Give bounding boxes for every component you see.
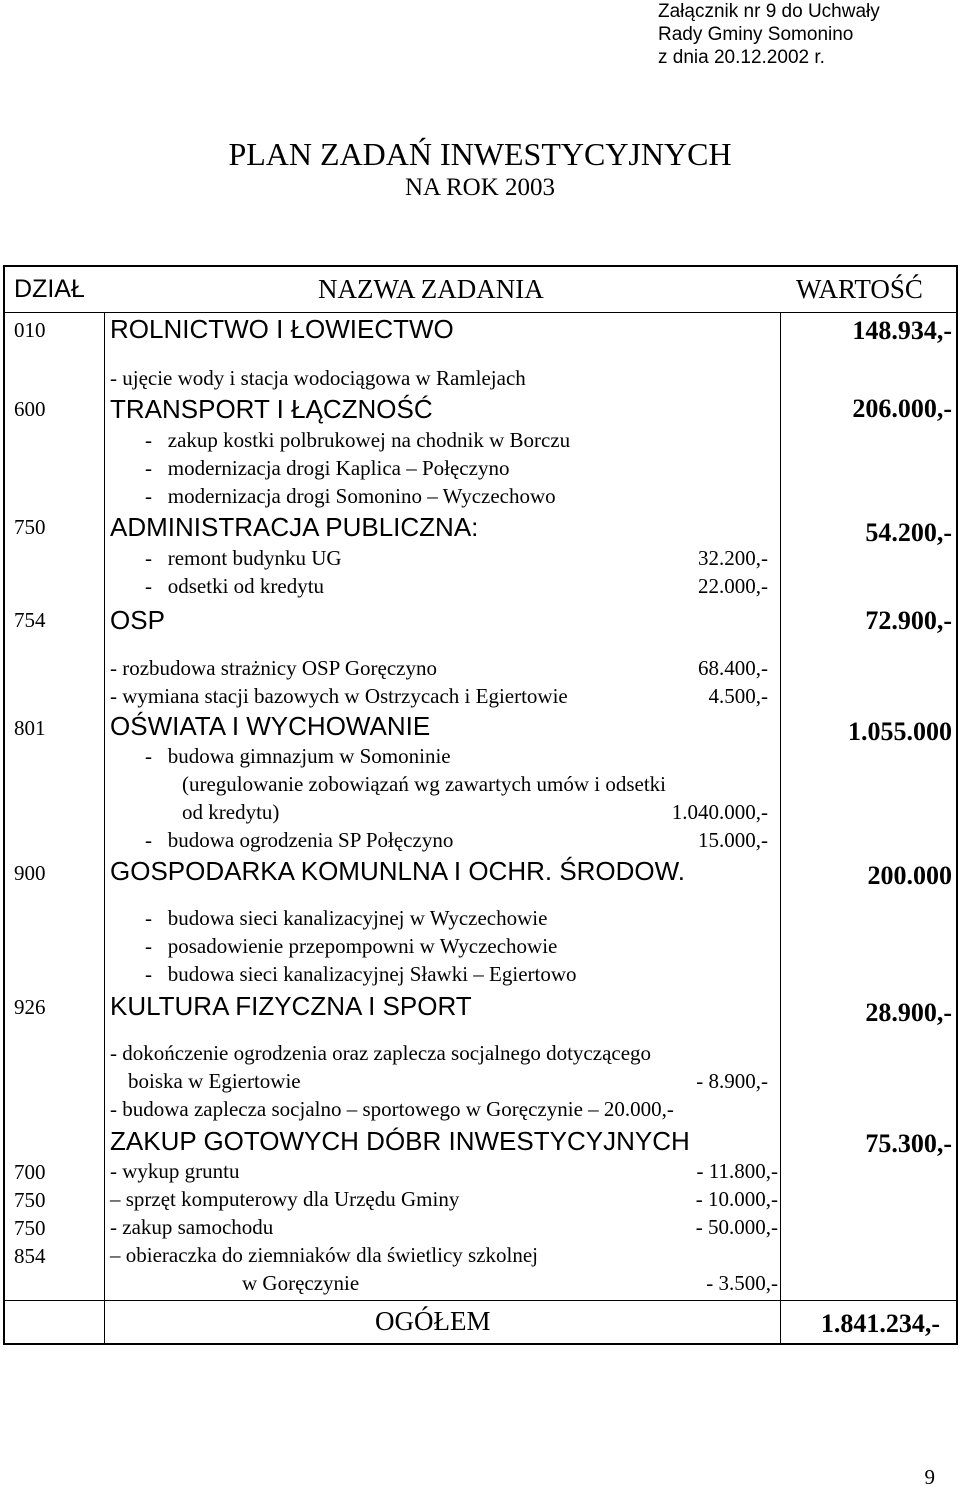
task-amount: 68.400,-: [698, 656, 768, 680]
section-code: 750: [14, 515, 46, 539]
task-item: - wykup gruntu: [110, 1159, 240, 1183]
section-code: 600: [14, 397, 46, 421]
section-code: 700: [14, 1160, 46, 1184]
section-code: 010: [14, 318, 46, 342]
section-total: 206.000,-: [852, 394, 952, 423]
task-item: - budowa sieci kanalizacyjnej Sławki – Egiertowo: [145, 962, 577, 986]
task-item: - budowa sieci kanalizacyjnej w Wyczechowie: [145, 906, 548, 930]
section-name: KULTURA FIZYCZNA I SPORT: [110, 991, 472, 1021]
page-subtitle: NA ROK 2003: [404, 174, 555, 201]
task-item: - budowa ogrodzenia SP Połęczyno: [145, 828, 454, 852]
section-name: GOSPODARKA KOMUNLNA I OCHR. ŚRODOW.: [110, 856, 685, 886]
page-title: PLAN ZADAŃ INWESTYCYJNYCH: [228, 136, 732, 172]
grand-total-label: OGÓŁEM: [375, 1306, 491, 1336]
section-code: 926: [14, 995, 46, 1019]
task-item: - budowa zaplecza socjalno – sportowego w Goręczynie – 20.000,-: [110, 1097, 674, 1121]
task-item: w Goręczynie: [242, 1271, 360, 1295]
section-code: 750: [14, 1188, 46, 1212]
column-divider-1: [104, 312, 105, 1345]
task-item: boiska w Egiertowie: [128, 1069, 301, 1093]
section-name: ROLNICTWO I ŁOWIECTWO: [110, 314, 454, 344]
section-total: 72.900,-: [865, 606, 952, 635]
page-number: 9: [924, 1465, 935, 1489]
task-item: - zakup samochodu: [110, 1215, 274, 1239]
column-header-nazwa: NAZWA ZADANIA: [318, 274, 544, 304]
task-item: - posadowienie przepompowni w Wyczechowie: [145, 934, 558, 958]
header-separator: [3, 312, 958, 313]
section-total: 148.934,-: [852, 316, 952, 345]
section-code: 900: [14, 861, 46, 885]
section-total: 28.900,-: [865, 998, 952, 1027]
section-total: 1.055.000: [848, 717, 952, 746]
total-separator: [3, 1300, 958, 1301]
task-amount: 15.000,-: [698, 828, 768, 852]
task-item: - ujęcie wody i stacja wodociągowa w Ramlejach: [110, 366, 526, 390]
section-name: TRANSPORT I ŁĄCZNOŚĆ: [110, 394, 433, 424]
task-amount: - 3.500,-: [706, 1271, 778, 1295]
grand-total-value: 1.841.234,-: [820, 1309, 940, 1338]
section-name: OSP: [110, 605, 165, 635]
task-item: - modernizacja drogi Kaplica – Połęczyno: [145, 456, 510, 480]
task-amount: - 8.900,-: [696, 1069, 768, 1093]
section-name: OŚWIATA I WYCHOWANIE: [110, 711, 431, 741]
task-item: – obieraczka do ziemniaków dla świetlicy szkolnej: [110, 1243, 539, 1267]
task-item: - remont budynku UG: [145, 546, 342, 570]
task-amount: 1.040.000,-: [671, 800, 768, 824]
task-amount: - 11.800,-: [696, 1159, 778, 1183]
task-item: od kredytu): [182, 800, 280, 824]
section-code: 801: [14, 716, 46, 740]
section-name: ZAKUP GOTOWYCH DÓBR INWESTYCYJNYCH: [110, 1126, 690, 1156]
task-amount: 32.200,-: [698, 546, 768, 570]
section-code: 854: [14, 1244, 46, 1268]
task-item: - modernizacja drogi Somonino – Wyczechowo: [145, 484, 556, 508]
task-item: - wymiana stacji bazowych w Ostrzycach i Egiertowie: [110, 684, 568, 708]
section-code: 754: [14, 608, 46, 632]
task-item: - budowa gimnazjum w Somoninie: [145, 744, 451, 768]
section-name: ADMINISTRACJA PUBLICZNA:: [110, 512, 479, 542]
task-amount: 22.000,-: [698, 574, 768, 598]
task-item: - odsetki od kredytu: [145, 574, 325, 598]
task-amount: 4.500,-: [708, 684, 768, 708]
task-item: - dokończenie ogrodzenia oraz zaplecza socjalnego dotyczącego: [110, 1041, 652, 1065]
section-total: 200.000: [867, 861, 952, 890]
section-total: 54.200,-: [865, 518, 952, 547]
task-item: - zakup kostki polbrukowej na chodnik w Borczu: [145, 428, 571, 452]
attachment-header: [658, 0, 880, 69]
column-header-wartosc: WARTOŚĆ: [796, 274, 923, 304]
task-amount: - 10.000,-: [695, 1187, 778, 1211]
attachment-line-1: Załącznik nr 9 do Uchwały: [658, 1, 880, 22]
attachment-line-3: z dnia 20.12.2002 r.: [658, 47, 825, 68]
task-item: (uregulowanie zobowiązań wg zawartych umów i odsetki: [182, 772, 667, 796]
section-total: 75.300,-: [865, 1129, 952, 1158]
section-code: 750: [14, 1216, 46, 1240]
task-item: – sprzęt komputerowy dla Urzędu Gminy: [110, 1187, 460, 1211]
attachment-line-2: Rady Gminy Somonino: [658, 24, 854, 45]
column-divider-2: [780, 312, 781, 1345]
task-amount: - 50.000,-: [695, 1215, 778, 1239]
task-item: - rozbudowa strażnicy OSP Goręczyno: [110, 656, 437, 680]
column-header-dzial: DZIAŁ: [14, 275, 85, 303]
